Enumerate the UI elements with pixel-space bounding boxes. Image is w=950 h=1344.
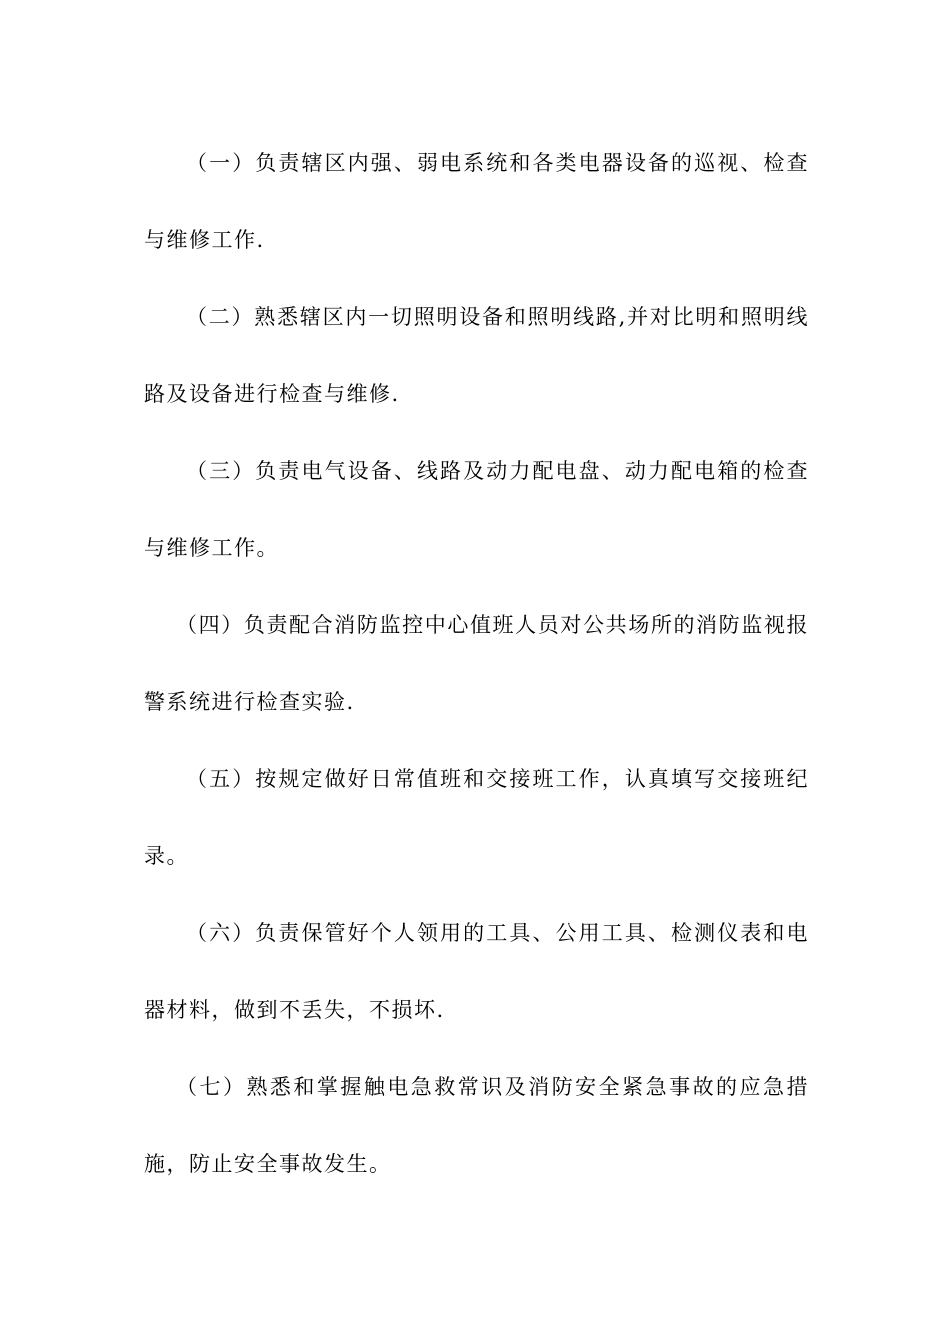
paragraph-6: （六）负责保管好个人领用的工具、公用工具、检测仪表和电器材料，做到不丢失，不损坏. (144, 921, 809, 1022)
paragraph-7: （七）熟悉和掌握触电急救常识及消防安全紧急事故的应急措施，防止安全事故发生。 (144, 1075, 809, 1176)
paragraph-4: （四）负责配合消防监控中心值班人员对公共场所的消防监视报警系统进行检查实验. (144, 613, 809, 714)
paragraph-2: （二）熟悉辖区内一切照明设备和照明线路,并对比明和照明线路及设备进行检查与维修. (144, 305, 809, 406)
paragraph-5: （五）按规定做好日常值班和交接班工作，认真填写交接班纪录。 (144, 767, 809, 868)
paragraph-1: （一）负责辖区内强、弱电系统和各类电器设备的巡视、检查与维修工作. (144, 151, 809, 252)
paragraph-3: （三）负责电气设备、线路及动力配电盘、动力配电箱的检查与维修工作。 (144, 459, 809, 560)
document-body (144, 125, 809, 1203)
